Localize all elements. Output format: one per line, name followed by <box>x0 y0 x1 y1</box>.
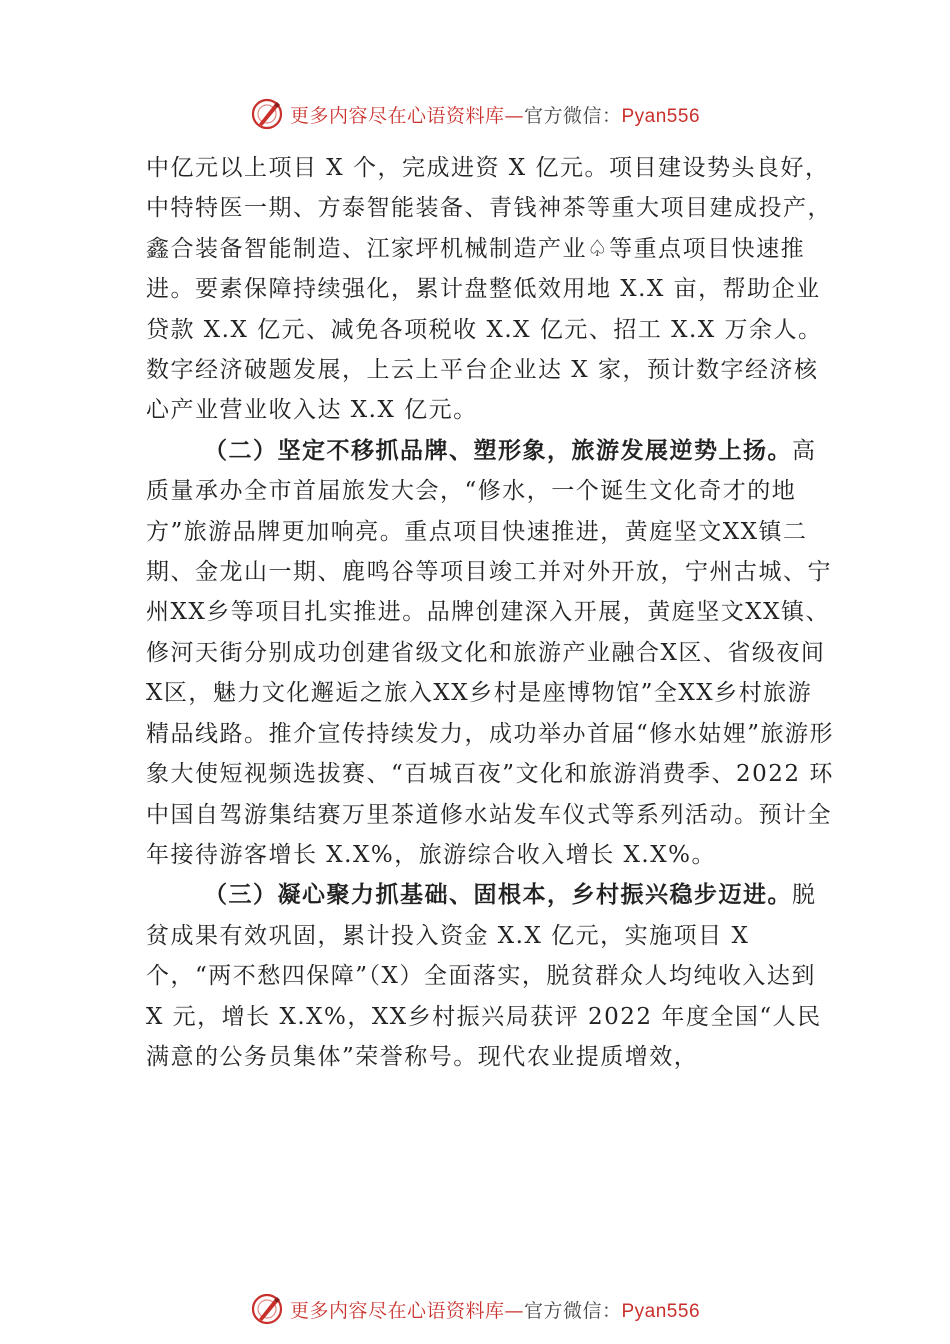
paragraph-3 <box>146 875 836 1077</box>
footer-banner-text <box>290 1296 700 1323</box>
pen-logo-icon <box>250 97 284 131</box>
paragraph-2-heading: （二）坚定不移抓品牌、塑形象，旅游发展逆势上扬。 <box>204 436 792 464</box>
header-brand: 更多内容尽在心语资料库 <box>289 104 505 127</box>
header-banner-text <box>290 101 700 128</box>
footer-wechat-label: 官方微信： <box>523 1299 622 1322</box>
paragraph-1-body: 中亿元以上项目 X 个，完成进资 X 亿元。项目建设势头良好，中特特医一期、方泰智能装备、青钱神茶等重大项目建成投产，鑫合装备智能制造、江家坪机械制造产业♤等重点项目快速推进。要素保障持续强化，累计盘整低效用地 X.X 亩，帮助企业贷款 X.X 亿元、减免各项税收 X.X 亿元、招工 X.X 万余人。数字经济破题发展，上云上平台企业达 X 家，预计数字经济核心产业营业收入达 X.X 亿元。 <box>146 155 832 424</box>
footer-dash: — <box>504 1299 524 1322</box>
header-dash: — <box>504 104 524 127</box>
document-body <box>146 148 836 1077</box>
footer-brand: 更多内容尽在心语资料库 <box>289 1299 505 1322</box>
paragraph-1 <box>146 148 836 431</box>
footer-wechat-id: Pyan556 <box>621 1300 701 1322</box>
pen-logo-icon <box>250 1292 284 1326</box>
paragraph-2-body: 高质量承办全市首届旅发大会，“修水，一个诞生文化奇才的地方”旅游品牌更加响亮。重点项目快速推进，黄庭坚文XX镇二期、金龙山一期、鹿鸣谷等项目竣工并对外开放，宁州古城、宁州XX乡等项目扎实推进。品牌创建深入开展，黄庭坚文XX镇、修河天街分别成功创建省级文化和旅游产业融合X区、省级夜间X区，魅力文化邂逅之旅入XX乡村是座博物馆”全XX乡村旅游精品线路。推介宣传持续发力，成功举办首届“修水姑娌”旅游形象大使短视频选拔赛、“百城百夜”文化和旅游消费季、2022 环中国自驾游集结赛万里茶道修水站发车仪式等系列活动。预计全年接待游客增长 X.X%，旅游综合收入增长 X.X%。 <box>146 437 835 868</box>
header-banner <box>0 94 950 134</box>
paragraph-2 <box>146 431 836 875</box>
paragraph-3-heading: （三）凝心聚力抓基础、固根本，乡村振兴稳步迈进。 <box>204 881 792 909</box>
footer-banner <box>0 1289 950 1329</box>
header-wechat-label: 官方微信： <box>523 104 622 127</box>
header-wechat-id: Pyan556 <box>621 105 701 127</box>
paragraph-3-body: 脱贫成果有效巩固，累计投入资金 X.X 亿元，实施项目 X 个，“两不愁四保障”（X）全面落实，脱贫群众人均纯收入达到 X 元，增长 X.X%，XX乡村振兴局获评 2022 年度全国“人民满意的公务员集体”荣誉称号。现代农业提质增效， <box>146 882 822 1070</box>
